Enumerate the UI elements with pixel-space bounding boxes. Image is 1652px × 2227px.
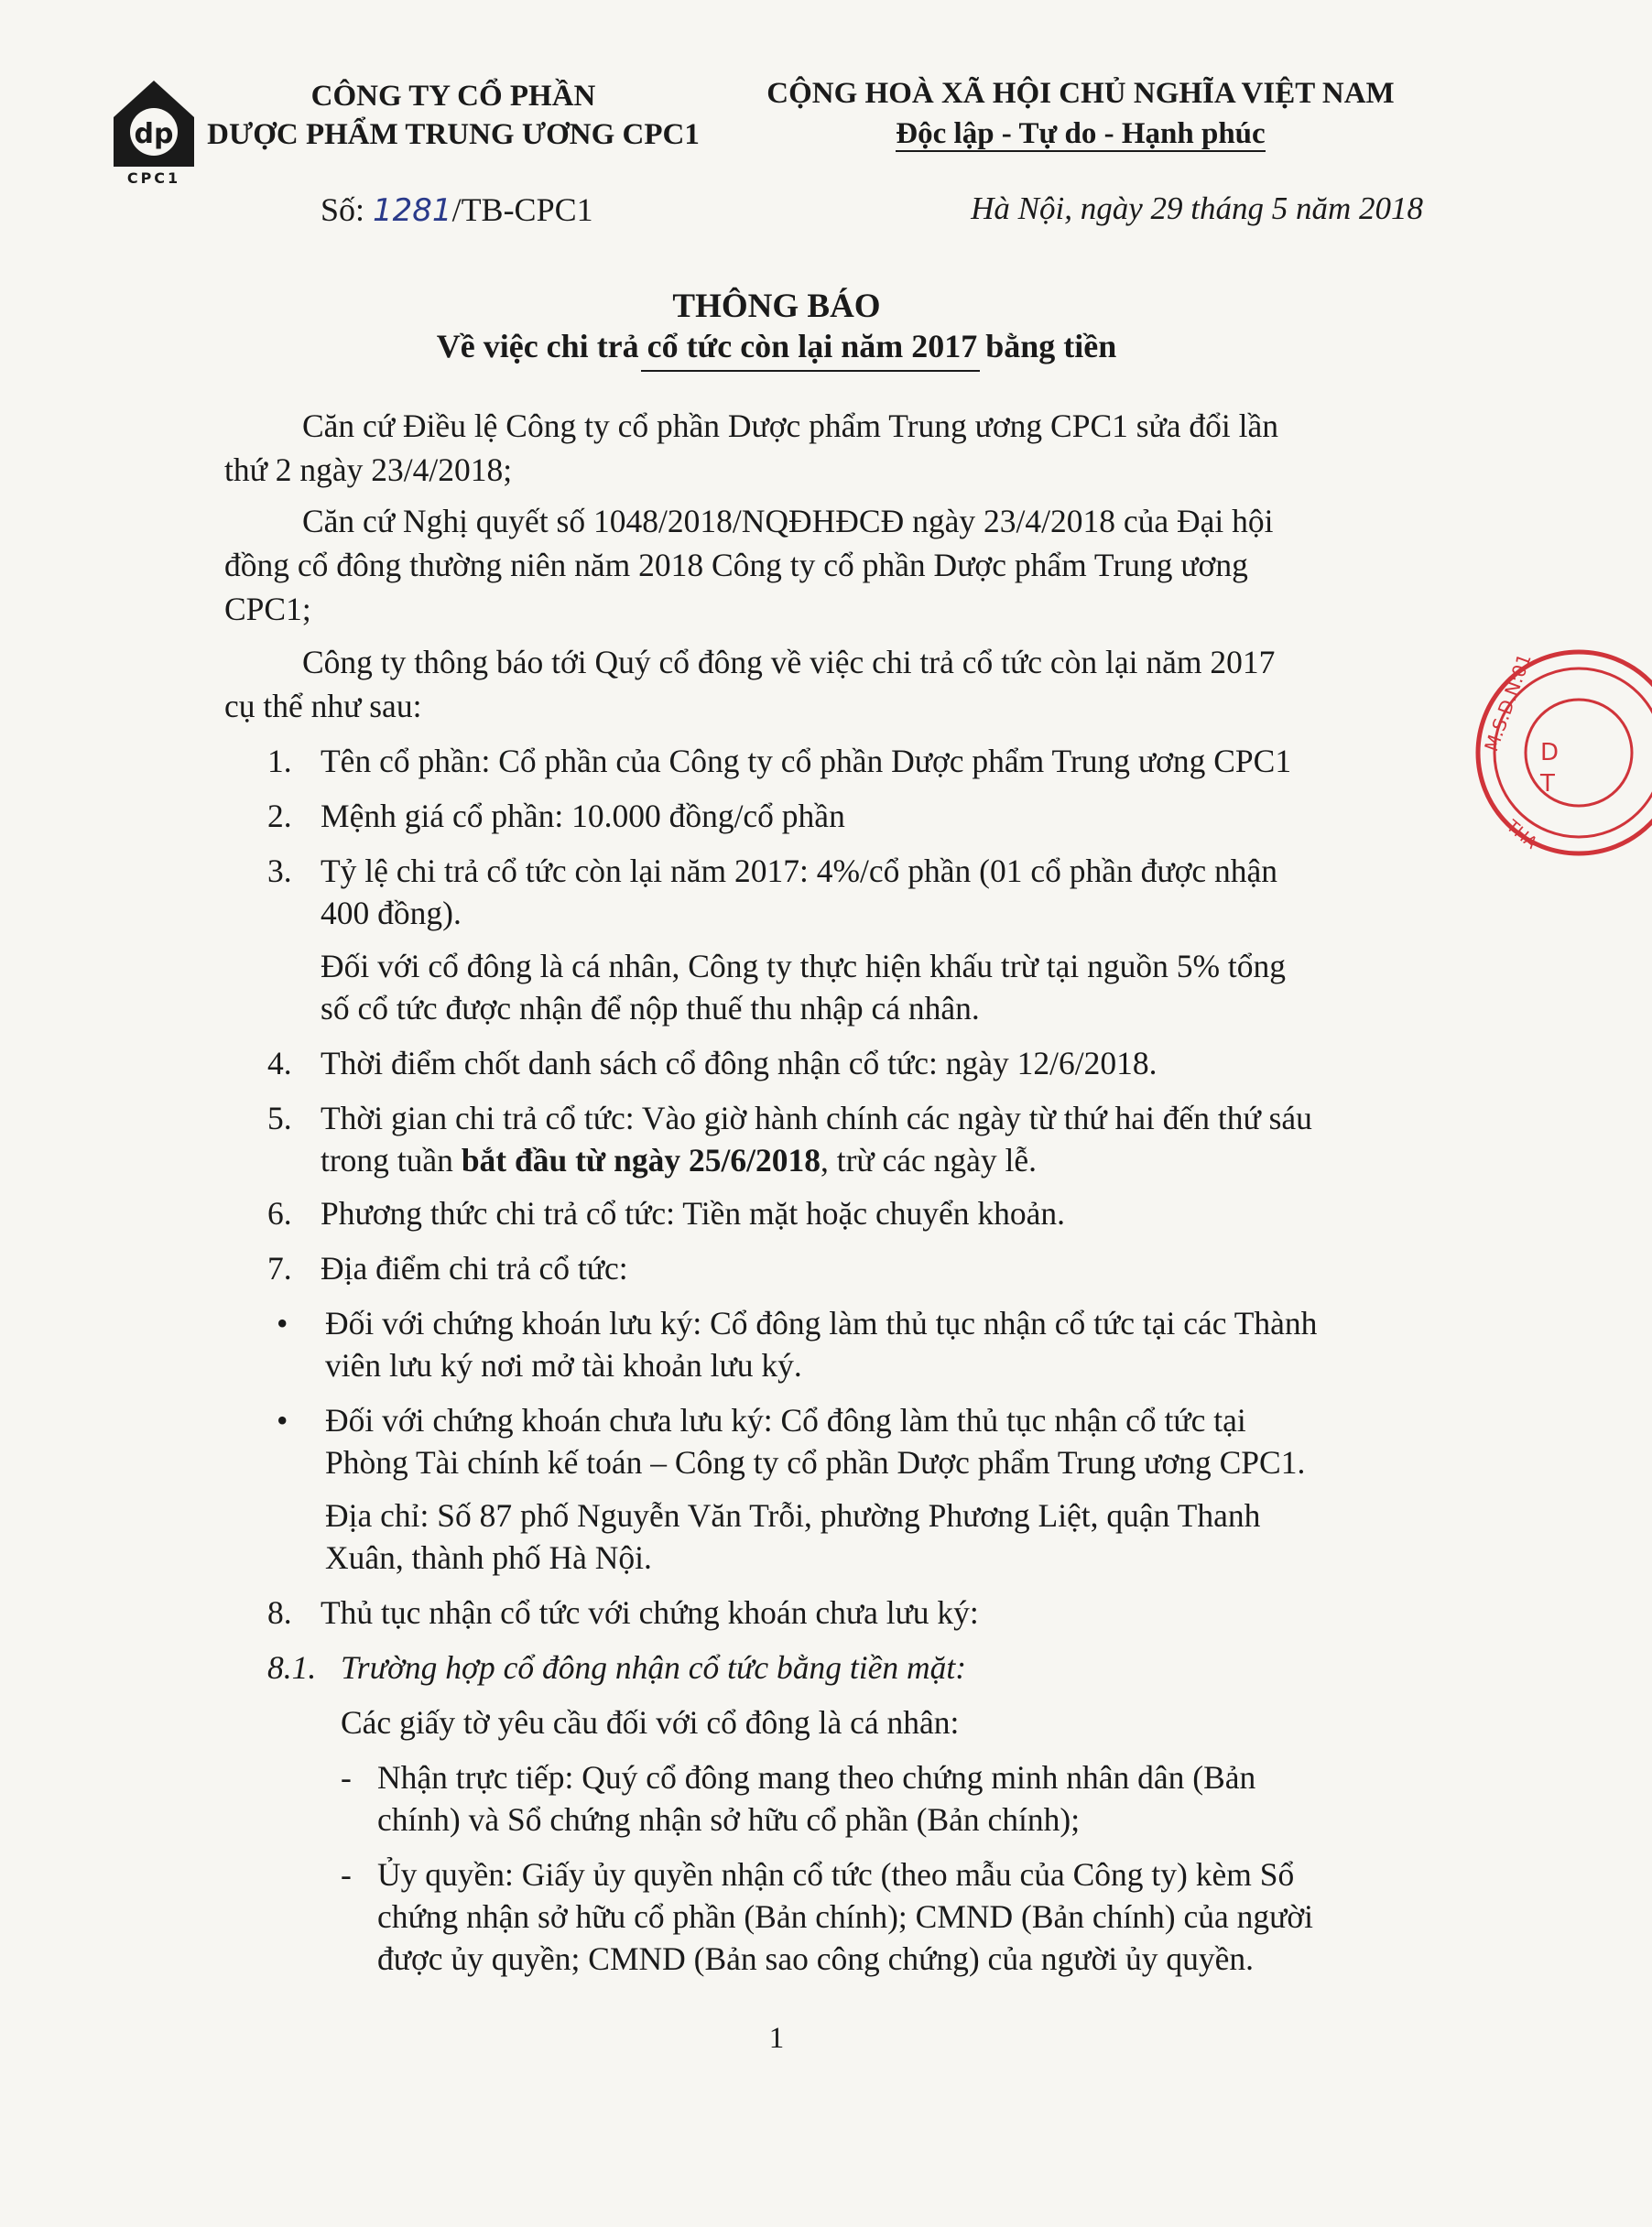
dash-icon: - — [341, 1856, 352, 1893]
republic-motto: Độc lập - Tự do - Hạnh phúc — [896, 117, 1266, 150]
svg-text:D: D — [1540, 739, 1560, 766]
list-item-4-text: Thời điểm chốt danh sách cổ đông nhận cổ tức: ngày 12/6/2018. — [321, 1045, 1157, 1081]
docno-suffix: /TB-CPC1 — [451, 191, 593, 228]
list-item-5-line-2 — [321, 1139, 1037, 1181]
docno-prefix: Số: — [321, 191, 374, 228]
list-item-5 — [267, 1097, 292, 1139]
list-item-1 — [267, 740, 292, 782]
bullet-2-line-2: Phòng Tài chính kế toán – Công ty cổ phần Dược phẩm Trung ương CPC1. — [325, 1444, 1306, 1481]
address-line-2: Xuân, thành phố Hà Nội. — [325, 1539, 652, 1576]
list-item-7-text: Địa điểm chi trả cổ tức: — [321, 1250, 628, 1287]
item-number: 8. — [267, 1594, 292, 1631]
bullet-icon: • — [277, 1305, 288, 1342]
sub-item-8-1-heading: Trường hợp cổ đông nhận cổ tức bằng tiền mặt: — [341, 1649, 967, 1686]
item-number: 1. — [267, 743, 292, 779]
sub-item-8-1-intro: Các giấy tờ yêu cầu đối với cổ đông là cá nhân: — [341, 1704, 960, 1741]
dash-1-line-1: Nhận trực tiếp: Quý cổ đông mang theo chứng minh nhân dân (Bản — [377, 1759, 1256, 1796]
page-number: 1 — [768, 2022, 785, 2055]
company-line-1: CÔNG TY CỔ PHẦN — [310, 80, 596, 113]
list-item-3-note-line-1: Đối với cổ đông là cá nhân, Công ty thực hiện khấu trừ tại nguồn 5% tổng — [321, 948, 1287, 984]
list-item-3 — [267, 850, 292, 892]
company-line-2: DƯỢC PHẨM TRUNG ƯƠNG CPC1 — [207, 118, 700, 151]
list-item-2 — [267, 795, 292, 837]
place-date: Hà Nội, ngày 29 tháng 5 năm 2018 — [971, 190, 1423, 226]
bullet-1-line-1: Đối với chứng khoán lưu ký: Cổ đông làm thủ tục nhận cổ tức tại các Thành — [325, 1305, 1318, 1342]
item-5-date-bold: bắt đầu từ ngày 25/6/2018 — [461, 1142, 821, 1179]
bullet-icon: • — [277, 1402, 288, 1439]
dash-2-line-1: Ủy quyền: Giấy ủy quyền nhận cổ tức (theo mẫu của Công ty) kèm Sổ — [377, 1856, 1295, 1893]
item-number: 5. — [267, 1100, 292, 1136]
list-item-8-text: Thủ tục nhận cổ tức với chứng khoán chưa lưu ký: — [321, 1594, 979, 1631]
paragraph-3-line-2: cụ thể như sau: — [224, 688, 422, 724]
list-item-8 — [267, 1591, 292, 1634]
docno-handwritten: 1281 — [373, 192, 452, 229]
list-item-1-text: Tên cổ phần: Cổ phần của Công ty cổ phần Dược phẩm Trung ương CPC1 — [321, 743, 1292, 779]
list-item-4 — [267, 1042, 292, 1084]
dash-1-line-2: chính) và Sổ chứng nhận sở hữu cổ phần (Bản chính); — [377, 1801, 1081, 1838]
document-title: THÔNG BÁO — [672, 288, 881, 325]
paragraph-2-line-1: Căn cứ Nghị quyết số 1048/2018/NQĐHĐCĐ ngày 23/4/2018 của Đại hội — [302, 503, 1274, 539]
company-name — [201, 77, 705, 154]
item-number: 3. — [267, 853, 292, 889]
svg-text:CPC1: CPC1 — [126, 169, 181, 187]
list-item-5-line-1: Thời gian chi trả cổ tức: Vào giờ hành chính các ngày từ thứ hai đến thứ sáu — [321, 1100, 1312, 1136]
list-item-6-text: Phương thức chi trả cổ tức: Tiền mặt hoặc chuyển khoản. — [321, 1195, 1065, 1232]
dash-2-line-3: được ủy quyền; CMND (Bản sao công chứng) của người ủy quyền. — [377, 1940, 1254, 1977]
company-logo — [108, 77, 200, 187]
republic-line-1: CỘNG HOÀ XÃ HỘI CHỦ NGHĨA VIỆT NAM — [766, 77, 1395, 110]
item-5-text-post: , trừ các ngày lễ. — [820, 1142, 1038, 1179]
paragraph-1-line-1: Căn cứ Điều lệ Công ty cổ phần Dược phẩm Trung ương CPC1 sửa đổi lần — [302, 407, 1279, 444]
paragraph-2-line-2: đồng cổ đông thường niên năm 2018 Công ty cổ phần Dược phẩm Trung ương — [224, 547, 1248, 583]
bullet-2-line-1: Đối với chứng khoán chưa lưu ký: Cổ đông làm thủ tục nhận cổ tức tại — [325, 1402, 1246, 1439]
list-item-6 — [267, 1192, 292, 1234]
document-number — [321, 190, 593, 229]
sub-item-8-1-number: 8.1. — [267, 1649, 317, 1686]
paragraph-1-line-2: thứ 2 ngày 23/4/2018; — [224, 451, 513, 488]
list-item-2-text: Mệnh giá cổ phần: 10.000 đồng/cổ phần — [321, 798, 845, 834]
subtitle-rule — [641, 370, 980, 372]
republic-header — [751, 73, 1410, 154]
item-number: 4. — [267, 1045, 292, 1081]
document-subtitle: Về việc chi trả cổ tức còn lại năm 2017 bằng tiền — [436, 328, 1117, 364]
bullet-1-line-2: viên lưu ký nơi mở tài khoản lưu ký. — [325, 1347, 802, 1384]
paragraph-3-line-1: Công ty thông báo tới Quý cổ đông về việc chi trả cổ tức còn lại năm 2017 — [302, 644, 1276, 680]
item-number: 2. — [267, 798, 292, 834]
dash-2-line-2: chứng nhận sở hữu cổ phần (Bản chính); CMND (Bản chính) của người — [377, 1898, 1314, 1935]
svg-text:dp: dp — [134, 118, 174, 150]
list-item-3-note-line-2: số cổ tức được nhận để nộp thuế thu nhập cá nhân. — [321, 990, 980, 1027]
item-number: 6. — [267, 1195, 292, 1232]
list-item-3-line-1: Tỷ lệ chi trả cổ tức còn lại năm 2017: 4%/cổ phần (01 cổ phần được nhận — [321, 853, 1278, 889]
paragraph-2-line-3: CPC1; — [224, 591, 311, 627]
red-stamp — [1469, 615, 1652, 890]
svg-text:M.S.D.N:01: M.S.D.N:01 — [1480, 650, 1536, 755]
dash-icon: - — [341, 1759, 352, 1796]
list-item-3-line-2: 400 đồng). — [321, 895, 462, 931]
item-number: 7. — [267, 1250, 292, 1287]
item-5-text-pre: trong tuần — [321, 1142, 462, 1179]
list-item-7 — [267, 1247, 292, 1289]
svg-text:THA: THA — [1502, 816, 1541, 853]
svg-text:T: T — [1540, 770, 1555, 798]
address-line-1: Địa chỉ: Số 87 phố Nguyễn Văn Trỗi, phường Phương Liệt, quận Thanh — [325, 1497, 1261, 1534]
